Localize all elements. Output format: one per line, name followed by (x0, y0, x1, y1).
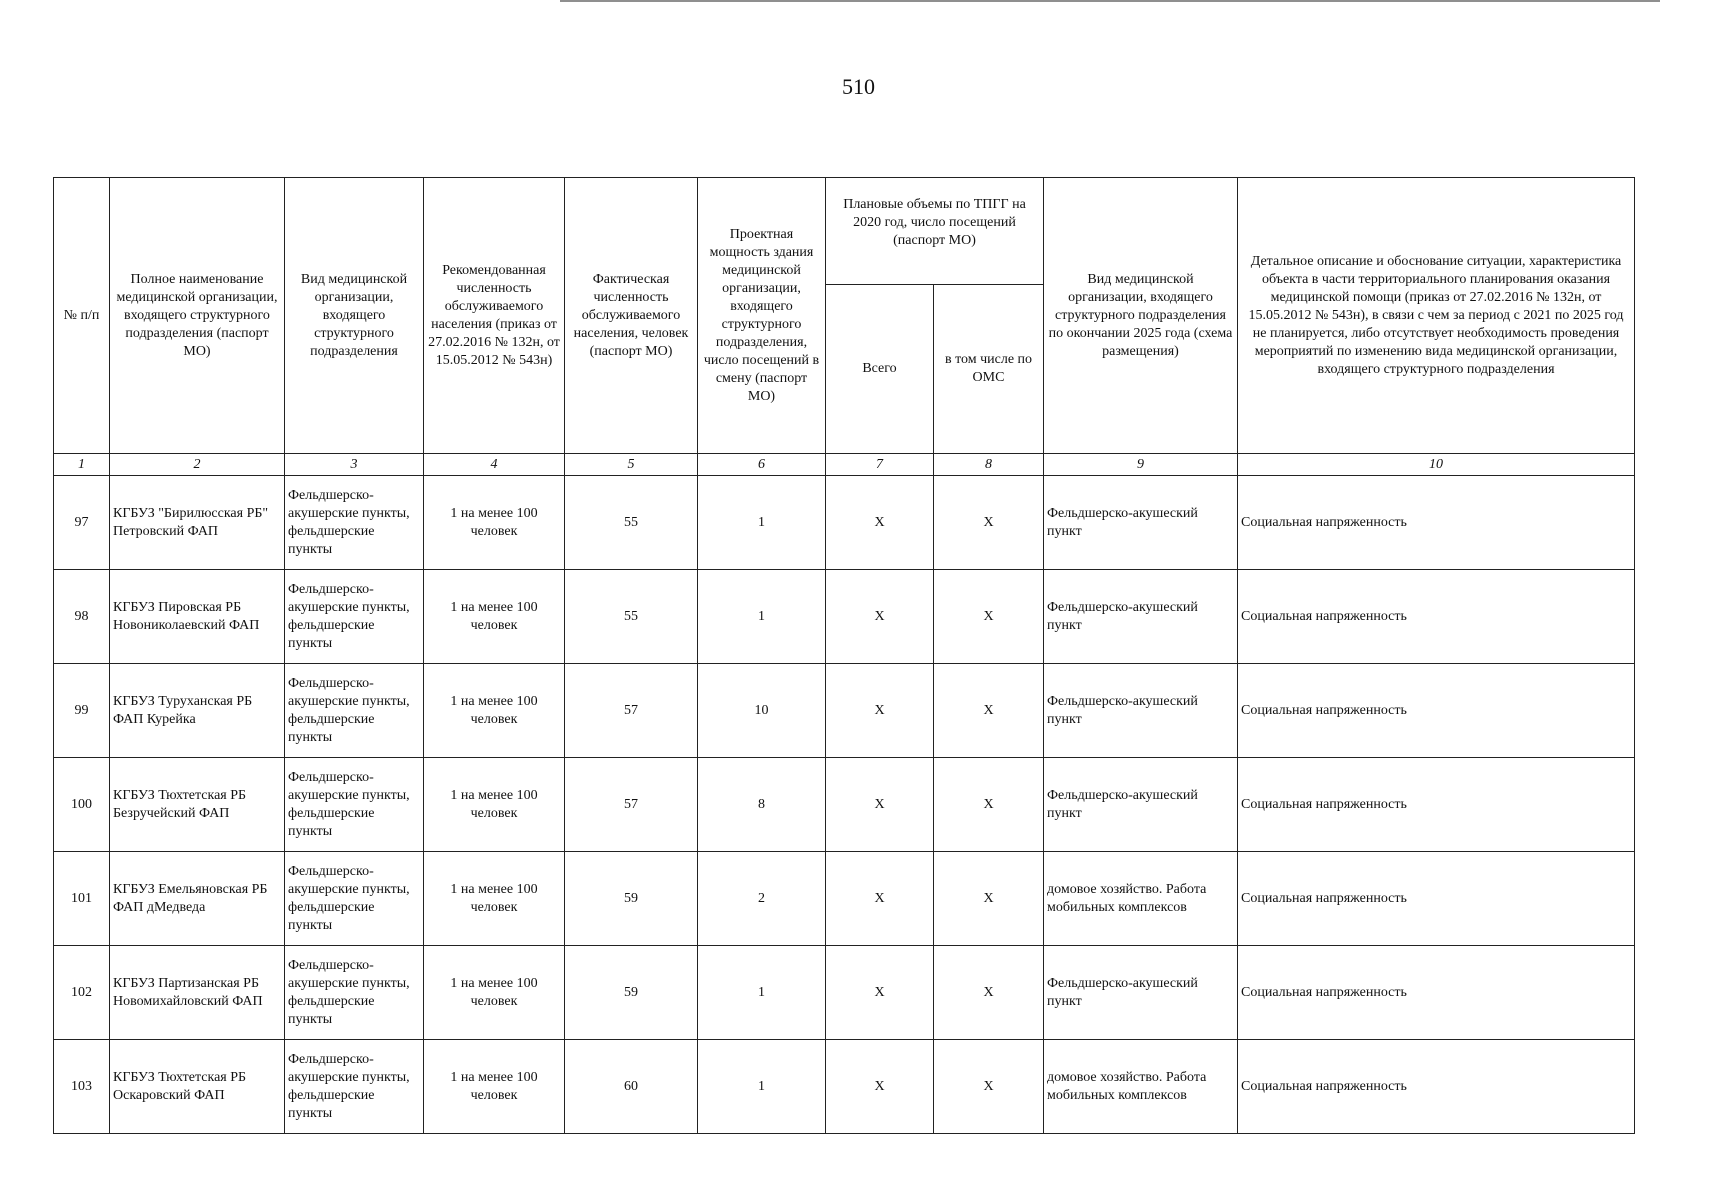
cell-description: Социальная напряженность (1238, 570, 1635, 664)
cell-actual: 57 (565, 664, 698, 758)
cell-total: X (826, 852, 934, 946)
cell-kind-2025: домовое хозяйство. Работа мобильных комплексов (1044, 852, 1238, 946)
header-col-kind-2025: Вид медицинской организации, входящего структурного подразделения по окончании 2025 года (схема размещения) (1044, 178, 1238, 454)
cell-capacity: 1 (698, 476, 826, 570)
header-col-total: Всего (826, 285, 934, 454)
cell-actual: 55 (565, 476, 698, 570)
header-col-description: Детальное описание и обоснование ситуации, характеристика объекта в части территориального планирования оказания медицинской помощи (приказ от 27.02.2016 № 132н, от 15.05.2012 № 543н), в связи с чем за период с 2021 по 2025 год не планируется, либо отсутствует необходимость проведения мероприятий по изменению вида медицинской организации, входящего структурного подразделения (1238, 178, 1635, 454)
cell-oms: X (934, 852, 1044, 946)
cell-capacity: 1 (698, 946, 826, 1040)
cell-name: КГБУЗ Тюхтетская РБ Оскаровский ФАП (110, 1040, 285, 1134)
cell-recommended: 1 на менее 100 человек (424, 664, 565, 758)
table-row (54, 476, 1635, 570)
cell-total: X (826, 476, 934, 570)
column-number: 3 (285, 454, 424, 476)
column-number: 1 (54, 454, 110, 476)
column-number: 5 (565, 454, 698, 476)
cell-kind: Фельдшерско-акушерские пункты, фельдшерские пункты (285, 664, 424, 758)
cell-kind-2025: Фельдшерско-акушеский пункт (1044, 758, 1238, 852)
cell-total: X (826, 1040, 934, 1134)
table-body (54, 454, 1635, 1134)
cell-description: Социальная напряженность (1238, 946, 1635, 1040)
cell-capacity: 2 (698, 852, 826, 946)
cell-name: КГБУЗ Партизанская РБ Новомихайловский ФАП (110, 946, 285, 1040)
cell-kind-2025: Фельдшерско-акушеский пункт (1044, 946, 1238, 1040)
table-row (54, 1040, 1635, 1134)
cell-kind: Фельдшерско-акушерские пункты, фельдшерские пункты (285, 946, 424, 1040)
cell-number: 97 (54, 476, 110, 570)
table-row (54, 852, 1635, 946)
column-number-row (54, 454, 1635, 476)
facilities-table (53, 177, 1635, 1134)
cell-actual: 57 (565, 758, 698, 852)
page-number: 510 (842, 74, 875, 99)
cell-total: X (826, 570, 934, 664)
cell-description: Социальная напряженность (1238, 852, 1635, 946)
header-col-actual: Фактическая численность обслуживаемого населения, человек (паспорт МО) (565, 178, 698, 454)
cell-total: X (826, 946, 934, 1040)
cell-kind-2025: Фельдшерско-акушеский пункт (1044, 570, 1238, 664)
column-number: 2 (110, 454, 285, 476)
cell-oms: X (934, 476, 1044, 570)
cell-capacity: 1 (698, 1040, 826, 1134)
cell-kind: Фельдшерско-акушерские пункты, фельдшерские пункты (285, 758, 424, 852)
cell-number: 98 (54, 570, 110, 664)
cell-actual: 59 (565, 946, 698, 1040)
cell-oms: X (934, 570, 1044, 664)
header-col-kind: Вид медицинской организации, входящего структурного подразделения (285, 178, 424, 454)
cell-kind-2025: Фельдшерско-акушеский пункт (1044, 664, 1238, 758)
cell-description: Социальная напряженность (1238, 1040, 1635, 1134)
cell-actual: 55 (565, 570, 698, 664)
cell-recommended: 1 на менее 100 человек (424, 946, 565, 1040)
header-col-full-name: Полное наименование медицинской организации, входящего структурного подразделения (паспорт МО) (110, 178, 285, 454)
scan-top-rule (560, 0, 1660, 2)
cell-recommended: 1 на менее 100 человек (424, 1040, 565, 1134)
cell-description: Социальная напряженность (1238, 476, 1635, 570)
cell-kind: Фельдшерско-акушерские пункты, фельдшерские пункты (285, 1040, 424, 1134)
cell-recommended: 1 на менее 100 человек (424, 476, 565, 570)
cell-number: 101 (54, 852, 110, 946)
header-col-oms: в том числе по ОМС (934, 285, 1044, 454)
cell-kind: Фельдшерско-акушерские пункты, фельдшерские пункты (285, 476, 424, 570)
cell-oms: X (934, 664, 1044, 758)
header-col-capacity: Проектная мощность здания медицинской организации, входящего структурного подразделения, число посещений в смену (паспорт МО) (698, 178, 826, 454)
column-number: 6 (698, 454, 826, 476)
table-row (54, 758, 1635, 852)
cell-description: Социальная напряженность (1238, 664, 1635, 758)
cell-name: КГБУЗ Пировская РБ Новониколаевский ФАП (110, 570, 285, 664)
column-number: 9 (1044, 454, 1238, 476)
cell-number: 99 (54, 664, 110, 758)
cell-total: X (826, 758, 934, 852)
column-number: 4 (424, 454, 565, 476)
cell-capacity: 10 (698, 664, 826, 758)
table-row (54, 664, 1635, 758)
cell-oms: X (934, 758, 1044, 852)
cell-number: 102 (54, 946, 110, 1040)
column-number: 7 (826, 454, 934, 476)
cell-kind-2025: Фельдшерско-акушеский пункт (1044, 476, 1238, 570)
cell-name: КГБУЗ Тюхтетская РБ Безручейский ФАП (110, 758, 285, 852)
header-group-planned-volumes: Плановые объемы по ТПГГ на 2020 год, число посещений (паспорт МО) (826, 178, 1044, 285)
cell-name: КГБУЗ Емельяновская РБ ФАП дМедведа (110, 852, 285, 946)
cell-name: КГБУЗ "Бирилюсская РБ" Петровский ФАП (110, 476, 285, 570)
column-number: 8 (934, 454, 1044, 476)
cell-capacity: 1 (698, 570, 826, 664)
header-col-recommended: Рекомендованная численность обслуживаемого населения (приказ от 27.02.2016 № 132н, от 15.05.2012 № 543н) (424, 178, 565, 454)
table-header (54, 178, 1635, 454)
cell-recommended: 1 на менее 100 человек (424, 758, 565, 852)
column-number: 10 (1238, 454, 1635, 476)
header-col-number: № п/п (54, 178, 110, 454)
cell-recommended: 1 на менее 100 человек (424, 570, 565, 664)
cell-oms: X (934, 946, 1044, 1040)
cell-actual: 60 (565, 1040, 698, 1134)
cell-kind-2025: домовое хозяйство. Работа мобильных комплексов (1044, 1040, 1238, 1134)
cell-recommended: 1 на менее 100 человек (424, 852, 565, 946)
cell-oms: X (934, 1040, 1044, 1134)
cell-actual: 59 (565, 852, 698, 946)
table-row (54, 570, 1635, 664)
cell-kind: Фельдшерско-акушерские пункты, фельдшерские пункты (285, 570, 424, 664)
cell-capacity: 8 (698, 758, 826, 852)
cell-name: КГБУЗ Туруханская РБ ФАП Курейка (110, 664, 285, 758)
cell-total: X (826, 664, 934, 758)
cell-description: Социальная напряженность (1238, 758, 1635, 852)
table-row (54, 946, 1635, 1040)
cell-number: 103 (54, 1040, 110, 1134)
cell-kind: Фельдшерско-акушерские пункты, фельдшерские пункты (285, 852, 424, 946)
cell-number: 100 (54, 758, 110, 852)
